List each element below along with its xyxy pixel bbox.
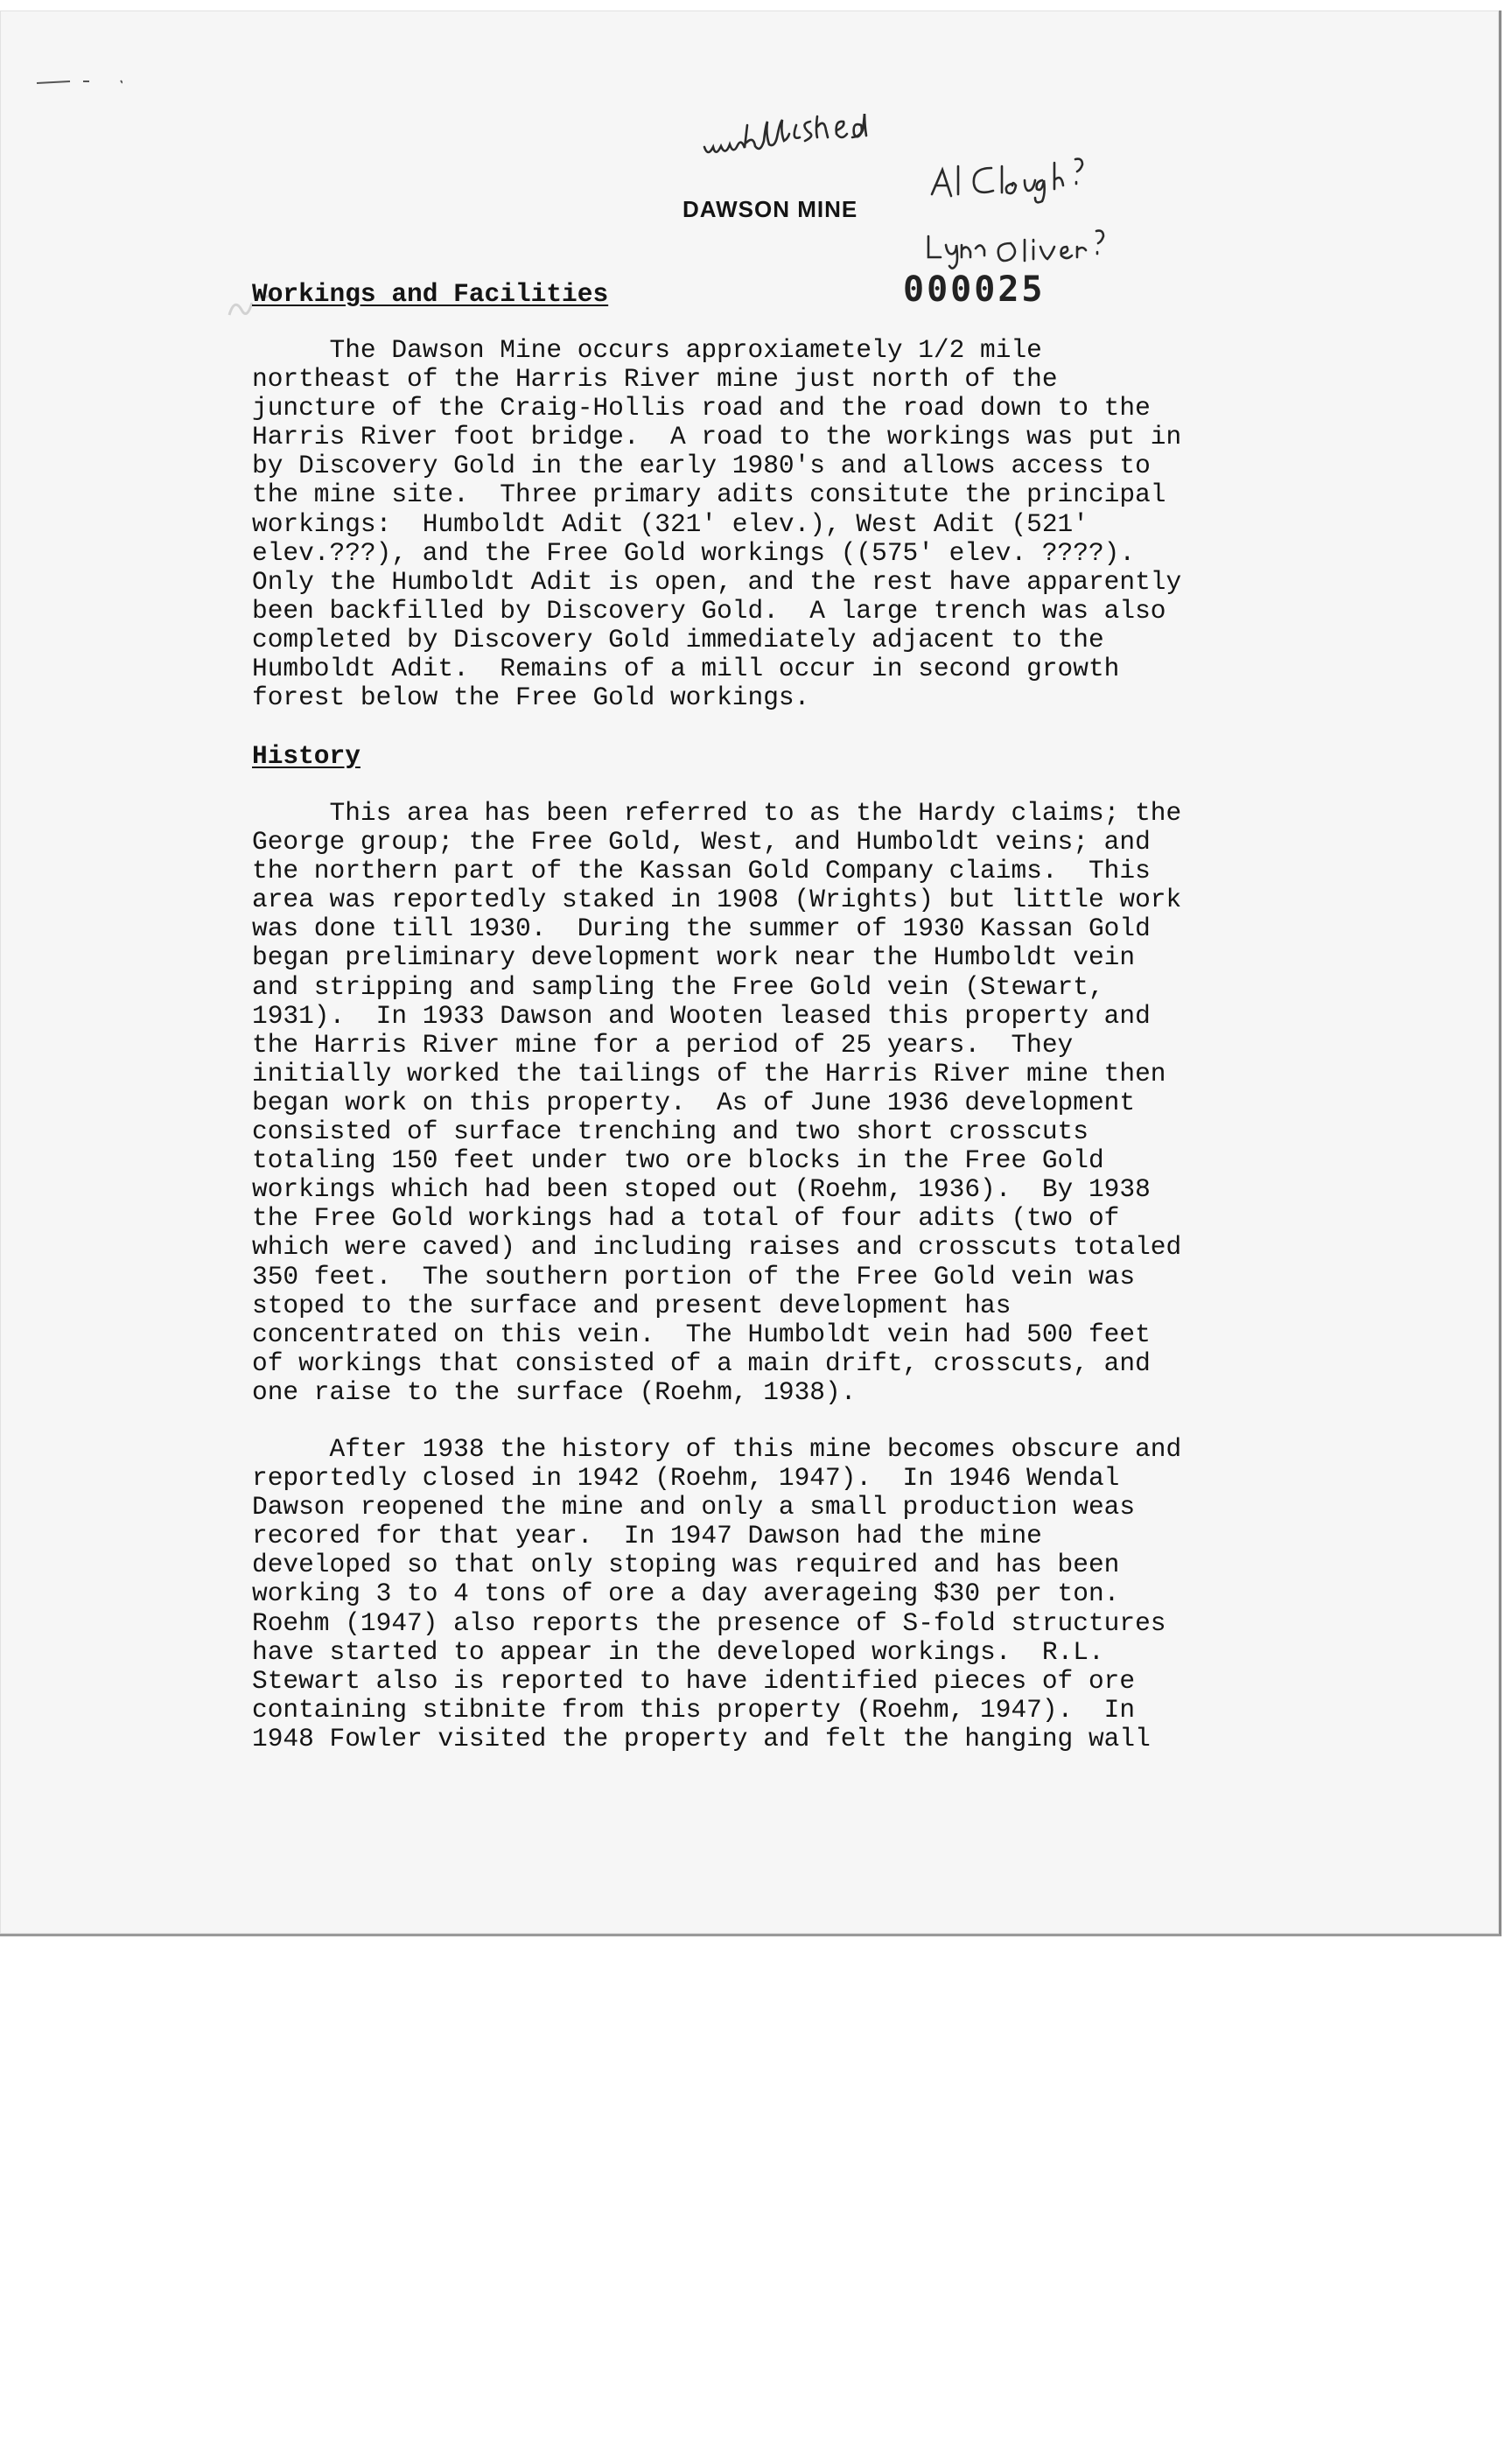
margin-mark bbox=[35, 79, 122, 86]
section-heading-workings: Workings and Facilities bbox=[252, 279, 609, 309]
document-number-stamp: 000025 bbox=[903, 270, 1046, 310]
history-paragraph-1: This area has been referred to as the Hardy claims; the George group; the Free Gold, West, and Humboldt veins; and the northern part of the Kassan Gold Company claims. This area was reportedly staked in 1908 (Wrights) but little work was done till 1930. During the summer of 1930 Kassan Gold began preliminary development work near the Humboldt vein and stripping and sampling the Free Gold vein (Stewart, 1931). In 1933 Dawson and Wooten leased this property and the Harris River mine for a period of 25 years. They initially worked the tailings of the Harris River mine then began work on this property. As of June 1936 development consisted of surface trenching and two short crosscuts totaling 150 feet under two ore blocks in the Free Gold workings which had been stoped out (Roehm, 1936). By 1938 the Free Gold workings had a total of four adits (two of which were caved) and including raises and crosscuts totaled 350 feet. The southern portion of the Free Gold vein was stoped to the surface and present development has concentrated on this vein. The Humboldt vein had 500 feet of workings that consisted of a main drift, crosscuts, and one raise to the surface (Roehm, 1938). bbox=[252, 798, 1182, 1407]
history-paragraph-2: After 1938 the history of this mine becomes obscure and reportedly closed in 1942 (Roehm, 1947). In 1946 Wendal Dawson reopened the mine and only a small production weas recored for that year. In 1947 Dawson had the mine developed so that only stoping was required and has been working 3 to 4 tons of ore a day averageing $30 per ton. Roehm (1947) also reports the presence of S-fold structures have started to appear in the developed workings. R.L. Stewart also is reported to have identified pieces of ore containing stibnite from this property (Roehm, 1947). In 1948 Fowler visited the property and felt the hanging wall bbox=[252, 1434, 1182, 1754]
document-title: DAWSON MINE bbox=[682, 196, 858, 222]
handwritten-notes bbox=[696, 114, 1221, 293]
workings-paragraph: The Dawson Mine occurs approxiametely 1/2 mile northeast of the Harris River mine just north of the juncture of the Craig-Hollis road and the road down to the Harris River foot bridge. A road to the workings was put in by Discovery Gold in the early 1980's and allows access to the mine site. Three primary adits consitute the principal workings: Humboldt Adit (321' elev.), West Adit (521' elev.???), and the Free Gold workings ((575' elev. ????). Only the Humboldt Adit is open, and the rest have apparently been backfilled by Discovery Gold. A large trench was also completed by Discovery Gold immediately adjacent to the Humboldt Adit. Remains of a mill occur in second growth forest below the Free Gold workings. bbox=[252, 335, 1182, 713]
scanned-page bbox=[0, 10, 1502, 1936]
section-heading-history: History bbox=[252, 741, 360, 771]
